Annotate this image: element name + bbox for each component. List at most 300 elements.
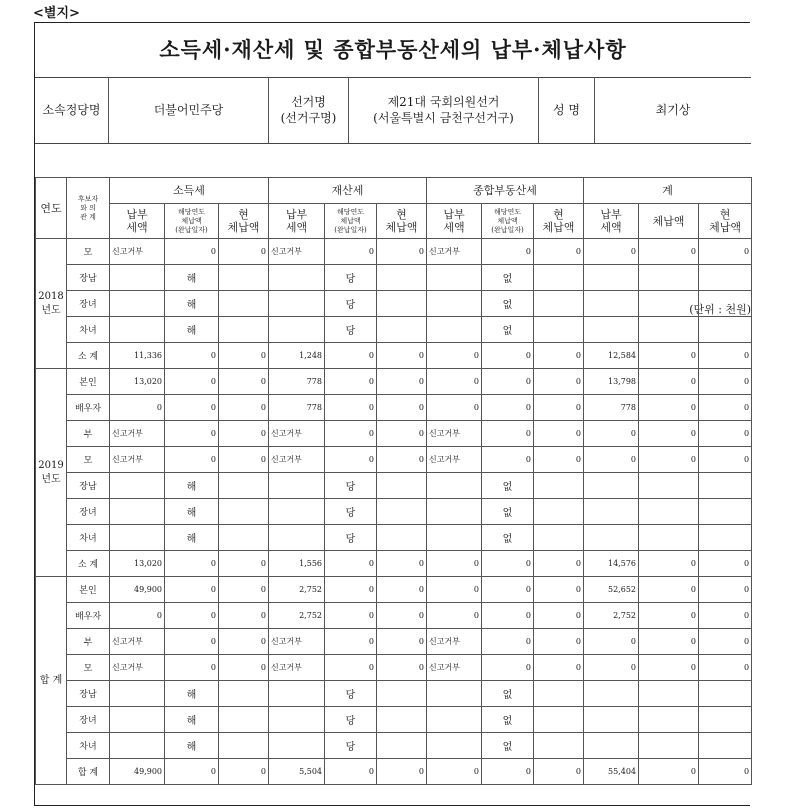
value-cell: 0: [325, 343, 377, 369]
value-cell: 해: [165, 525, 219, 551]
value-cell: [639, 265, 699, 291]
value-cell: [584, 707, 639, 733]
value-cell: 해: [165, 291, 219, 317]
relation-cell: 장녀: [67, 291, 110, 317]
value-cell: [269, 499, 325, 525]
value-cell: 0: [639, 551, 699, 577]
value-cell: [269, 317, 325, 343]
value-cell: 0: [482, 421, 534, 447]
value-cell: [427, 291, 482, 317]
value-cell: 0: [219, 629, 269, 655]
value-cell: 0: [377, 421, 427, 447]
value-cell: 0: [639, 421, 699, 447]
relation-cell: 장남: [67, 681, 110, 707]
value-cell: 0: [219, 759, 269, 785]
value-cell: [377, 499, 427, 525]
header-current-arrears: 현 체납액: [377, 204, 427, 239]
name-label: 성 명: [539, 77, 595, 143]
value-cell: 0: [219, 369, 269, 395]
value-cell: 0: [325, 577, 377, 603]
value-cell: [584, 473, 639, 499]
value-cell: 해: [165, 499, 219, 525]
value-cell: [584, 317, 639, 343]
value-cell: 0: [699, 395, 752, 421]
relation-cell: 모: [67, 239, 110, 265]
header-income-tax: 소득세: [110, 178, 269, 204]
value-cell: 2,752: [584, 603, 639, 629]
value-cell: [219, 525, 269, 551]
header-total: 계: [584, 178, 752, 204]
title-row: [35, 23, 751, 78]
value-cell: 0: [639, 369, 699, 395]
value-cell: [584, 525, 639, 551]
value-cell: [269, 707, 325, 733]
header-paid: 납부 세액: [584, 204, 639, 239]
header-arrears-history: 해당연도 체납액 (완납일자): [482, 204, 534, 239]
value-cell: 0: [639, 343, 699, 369]
value-cell: 당: [325, 499, 377, 525]
value-cell: [269, 265, 325, 291]
header-relation: 후보자 와 의 관 계: [67, 178, 110, 239]
value-cell: [269, 525, 325, 551]
value-cell: 0: [534, 239, 584, 265]
value-cell: [427, 733, 482, 759]
value-cell: [377, 681, 427, 707]
value-cell: [377, 733, 427, 759]
tax-table-area: [35, 161, 751, 805]
value-cell: [110, 733, 165, 759]
value-cell: 55,404: [584, 759, 639, 785]
value-cell: [534, 681, 584, 707]
value-cell: [584, 265, 639, 291]
value-cell: 신고거부: [269, 239, 325, 265]
table-row: [36, 577, 752, 603]
tax-table: [35, 177, 752, 785]
header-property-tax: 재산세: [269, 178, 427, 204]
value-cell: [219, 317, 269, 343]
value-cell: 해: [165, 473, 219, 499]
header-paid: 납부 세액: [427, 204, 482, 239]
header-current-arrears: 현 체납액: [219, 204, 269, 239]
value-cell: 0: [639, 629, 699, 655]
value-cell: [534, 733, 584, 759]
table-row: [36, 421, 752, 447]
value-cell: 0: [325, 629, 377, 655]
value-cell: 0: [219, 577, 269, 603]
value-cell: 0: [219, 421, 269, 447]
table-row: [36, 551, 752, 577]
value-cell: 신고거부: [269, 629, 325, 655]
table-row: [36, 733, 752, 759]
relation-cell: 모: [67, 447, 110, 473]
value-cell: [377, 525, 427, 551]
value-cell: [377, 707, 427, 733]
value-cell: 0: [325, 239, 377, 265]
value-cell: 0: [639, 759, 699, 785]
value-cell: [427, 473, 482, 499]
value-cell: [427, 499, 482, 525]
value-cell: 0: [699, 629, 752, 655]
relation-cell: 소 계: [67, 343, 110, 369]
value-cell: [427, 681, 482, 707]
value-cell: [534, 473, 584, 499]
value-cell: 0: [482, 369, 534, 395]
value-cell: [534, 707, 584, 733]
value-cell: [269, 681, 325, 707]
value-cell: [219, 499, 269, 525]
value-cell: 해: [165, 681, 219, 707]
value-cell: 0: [325, 369, 377, 395]
value-cell: [110, 525, 165, 551]
value-cell: 0: [699, 421, 752, 447]
value-cell: 신고거부: [110, 655, 165, 681]
value-cell: [110, 681, 165, 707]
value-cell: [269, 733, 325, 759]
relation-cell: 차녀: [67, 733, 110, 759]
value-cell: [584, 499, 639, 525]
table-row: [36, 395, 752, 421]
year-cell: 2019 년도: [36, 369, 67, 577]
value-cell: [639, 291, 699, 317]
relation-cell: 차녀: [67, 317, 110, 343]
value-cell: 0: [584, 629, 639, 655]
table-row: [36, 369, 752, 395]
value-cell: [427, 265, 482, 291]
value-cell: 0: [699, 577, 752, 603]
year-cell: 합 계: [36, 577, 67, 785]
value-cell: [219, 733, 269, 759]
value-cell: 당: [325, 291, 377, 317]
value-cell: [534, 525, 584, 551]
value-cell: [584, 733, 639, 759]
year-cell: 2018 년도: [36, 239, 67, 369]
value-cell: 12,584: [584, 343, 639, 369]
table-row: [36, 759, 752, 785]
value-cell: 신고거부: [427, 239, 482, 265]
value-cell: 0: [325, 447, 377, 473]
tax-report-sheet: [34, 22, 750, 806]
value-cell: [377, 473, 427, 499]
value-cell: 0: [219, 655, 269, 681]
value-cell: 0: [482, 629, 534, 655]
relation-cell: 장남: [67, 473, 110, 499]
value-cell: 당: [325, 317, 377, 343]
value-cell: 신고거부: [110, 421, 165, 447]
value-cell: [699, 473, 752, 499]
value-cell: [427, 707, 482, 733]
relation-cell: 본인: [67, 369, 110, 395]
value-cell: 0: [534, 369, 584, 395]
value-cell: 0: [165, 421, 219, 447]
value-cell: 0: [165, 655, 219, 681]
value-cell: 0: [639, 447, 699, 473]
value-cell: 신고거부: [110, 629, 165, 655]
value-cell: [427, 317, 482, 343]
candidate-info-row: [35, 77, 751, 144]
table-row: [36, 291, 752, 317]
value-cell: 0: [377, 629, 427, 655]
header-arrears-history: 해당연도 체납액 (완납일자): [165, 204, 219, 239]
value-cell: [534, 265, 584, 291]
value-cell: 0: [584, 655, 639, 681]
value-cell: [639, 681, 699, 707]
value-cell: [110, 291, 165, 317]
value-cell: 0: [377, 551, 427, 577]
table-row: [36, 655, 752, 681]
relation-cell: 본인: [67, 577, 110, 603]
value-cell: 0: [482, 239, 534, 265]
value-cell: 0: [165, 603, 219, 629]
value-cell: 해: [165, 317, 219, 343]
value-cell: 당: [325, 707, 377, 733]
value-cell: 0: [699, 655, 752, 681]
value-cell: 0: [482, 577, 534, 603]
election-value: 제21대 국회의원선거 (서울특별시 금천구선거구): [349, 77, 539, 143]
value-cell: 0: [534, 395, 584, 421]
table-row: [36, 265, 752, 291]
value-cell: 0: [427, 551, 482, 577]
value-cell: 없: [482, 733, 534, 759]
header-paid: 납부 세액: [269, 204, 325, 239]
value-cell: 0: [699, 759, 752, 785]
value-cell: 0: [325, 759, 377, 785]
value-cell: 0: [165, 369, 219, 395]
value-cell: 0: [110, 603, 165, 629]
value-cell: [427, 525, 482, 551]
value-cell: 2,752: [269, 603, 325, 629]
value-cell: 해: [165, 265, 219, 291]
value-cell: 0: [699, 551, 752, 577]
table-row: [36, 603, 752, 629]
value-cell: 0: [482, 551, 534, 577]
relation-cell: 장녀: [67, 707, 110, 733]
value-cell: 0: [584, 239, 639, 265]
value-cell: 52,652: [584, 577, 639, 603]
value-cell: [269, 473, 325, 499]
value-cell: 0: [534, 421, 584, 447]
value-cell: 0: [534, 655, 584, 681]
header-current-arrears: 현 체납액: [534, 204, 584, 239]
value-cell: 없: [482, 317, 534, 343]
value-cell: 신고거부: [427, 421, 482, 447]
value-cell: 49,900: [110, 577, 165, 603]
value-cell: [534, 291, 584, 317]
value-cell: 당: [325, 733, 377, 759]
value-cell: [584, 681, 639, 707]
value-cell: 0: [639, 577, 699, 603]
value-cell: 당: [325, 265, 377, 291]
relation-cell: 부: [67, 421, 110, 447]
value-cell: 0: [584, 421, 639, 447]
value-cell: [219, 707, 269, 733]
value-cell: 0: [325, 655, 377, 681]
header-comprehensive-tax: 종합부동산세: [427, 178, 584, 204]
value-cell: 0: [482, 655, 534, 681]
value-cell: [639, 525, 699, 551]
value-cell: [110, 499, 165, 525]
value-cell: 신고거부: [269, 655, 325, 681]
value-cell: [377, 265, 427, 291]
value-cell: [699, 681, 752, 707]
value-cell: [639, 733, 699, 759]
value-cell: 해: [165, 707, 219, 733]
value-cell: 0: [699, 603, 752, 629]
value-cell: 신고거부: [110, 447, 165, 473]
table-row: [36, 447, 752, 473]
value-cell: 0: [427, 603, 482, 629]
value-cell: 0: [534, 343, 584, 369]
document-title: 소득세·재산세 및 종합부동산세의 납부·체납사항: [159, 37, 627, 62]
value-cell: 0: [219, 447, 269, 473]
table-row: [36, 681, 752, 707]
value-cell: 없: [482, 525, 534, 551]
value-cell: 신고거부: [269, 447, 325, 473]
value-cell: 11,336: [110, 343, 165, 369]
value-cell: 0: [165, 239, 219, 265]
value-cell: [219, 681, 269, 707]
relation-cell: 장남: [67, 265, 110, 291]
table-row: [36, 629, 752, 655]
relation-cell: 소 계: [67, 551, 110, 577]
value-cell: [377, 317, 427, 343]
value-cell: 49,900: [110, 759, 165, 785]
value-cell: [699, 265, 752, 291]
value-cell: 0: [219, 343, 269, 369]
value-cell: 0: [165, 447, 219, 473]
value-cell: 2,752: [269, 577, 325, 603]
value-cell: 없: [482, 265, 534, 291]
value-cell: 0: [534, 629, 584, 655]
value-cell: 0: [427, 577, 482, 603]
value-cell: [699, 317, 752, 343]
value-cell: [699, 707, 752, 733]
value-cell: [110, 707, 165, 733]
value-cell: 0: [639, 239, 699, 265]
table-row: [36, 525, 752, 551]
value-cell: 없: [482, 291, 534, 317]
relation-cell: 배우자: [67, 603, 110, 629]
value-cell: 0: [377, 239, 427, 265]
value-cell: 0: [699, 239, 752, 265]
header-total-arrears: 체납액: [639, 204, 699, 239]
relation-cell: 모: [67, 655, 110, 681]
value-cell: 0: [165, 395, 219, 421]
value-cell: [219, 473, 269, 499]
value-cell: 0: [427, 395, 482, 421]
election-label: 선거명 (선거구명): [269, 77, 349, 143]
value-cell: 없: [482, 499, 534, 525]
value-cell: [269, 291, 325, 317]
value-cell: 0: [219, 603, 269, 629]
value-cell: 0: [584, 447, 639, 473]
value-cell: [639, 473, 699, 499]
value-cell: 0: [427, 369, 482, 395]
value-cell: 0: [325, 395, 377, 421]
value-cell: 0: [377, 343, 427, 369]
value-cell: [639, 707, 699, 733]
value-cell: 0: [482, 343, 534, 369]
value-cell: [639, 317, 699, 343]
value-cell: 0: [427, 759, 482, 785]
value-cell: 0: [534, 551, 584, 577]
value-cell: 신고거부: [427, 629, 482, 655]
relation-cell: 배우자: [67, 395, 110, 421]
value-cell: [110, 317, 165, 343]
value-cell: 0: [325, 603, 377, 629]
value-cell: 0: [325, 551, 377, 577]
value-cell: 0: [110, 395, 165, 421]
value-cell: [584, 291, 639, 317]
value-cell: 0: [377, 655, 427, 681]
value-cell: 0: [219, 239, 269, 265]
value-cell: 당: [325, 473, 377, 499]
value-cell: 신고거부: [427, 655, 482, 681]
value-cell: 0: [534, 577, 584, 603]
value-cell: 없: [482, 707, 534, 733]
value-cell: 0: [325, 421, 377, 447]
value-cell: 13,798: [584, 369, 639, 395]
value-cell: 신고거부: [427, 447, 482, 473]
value-cell: [534, 317, 584, 343]
value-cell: 0: [639, 655, 699, 681]
value-cell: 0: [377, 577, 427, 603]
unit-note: (단위 : 천원): [689, 303, 751, 316]
value-cell: 0: [165, 629, 219, 655]
value-cell: 778: [584, 395, 639, 421]
value-cell: 778: [269, 395, 325, 421]
relation-cell: 차녀: [67, 525, 110, 551]
attachment-label: <별지>: [33, 6, 80, 21]
value-cell: 0: [165, 551, 219, 577]
value-cell: 0: [482, 395, 534, 421]
table-row: [36, 499, 752, 525]
value-cell: 0: [165, 577, 219, 603]
header-arrears-history: 해당연도 체납액 (완납일자): [325, 204, 377, 239]
value-cell: 0: [427, 343, 482, 369]
value-cell: 0: [377, 369, 427, 395]
value-cell: [699, 291, 752, 317]
value-cell: 0: [219, 551, 269, 577]
value-cell: 0: [482, 603, 534, 629]
value-cell: [639, 499, 699, 525]
value-cell: 0: [639, 395, 699, 421]
name-value: 최기상: [655, 103, 691, 117]
header-year: 연도: [36, 178, 67, 239]
value-cell: [534, 499, 584, 525]
value-cell: [699, 525, 752, 551]
value-cell: [110, 265, 165, 291]
value-cell: 해: [165, 733, 219, 759]
table-row: [36, 473, 752, 499]
table-row: [36, 343, 752, 369]
value-cell: 13,020: [110, 369, 165, 395]
value-cell: 0: [377, 603, 427, 629]
value-cell: 14,576: [584, 551, 639, 577]
party-label: 소속정당명: [35, 77, 109, 143]
value-cell: 1,248: [269, 343, 325, 369]
value-cell: 5,504: [269, 759, 325, 785]
value-cell: 0: [219, 395, 269, 421]
value-cell: 당: [325, 525, 377, 551]
relation-cell: 장녀: [67, 499, 110, 525]
value-cell: 0: [482, 759, 534, 785]
value-cell: 0: [377, 395, 427, 421]
value-cell: 0: [377, 447, 427, 473]
value-cell: 0: [699, 343, 752, 369]
value-cell: 0: [482, 447, 534, 473]
value-cell: 신고거부: [269, 421, 325, 447]
value-cell: 0: [699, 447, 752, 473]
